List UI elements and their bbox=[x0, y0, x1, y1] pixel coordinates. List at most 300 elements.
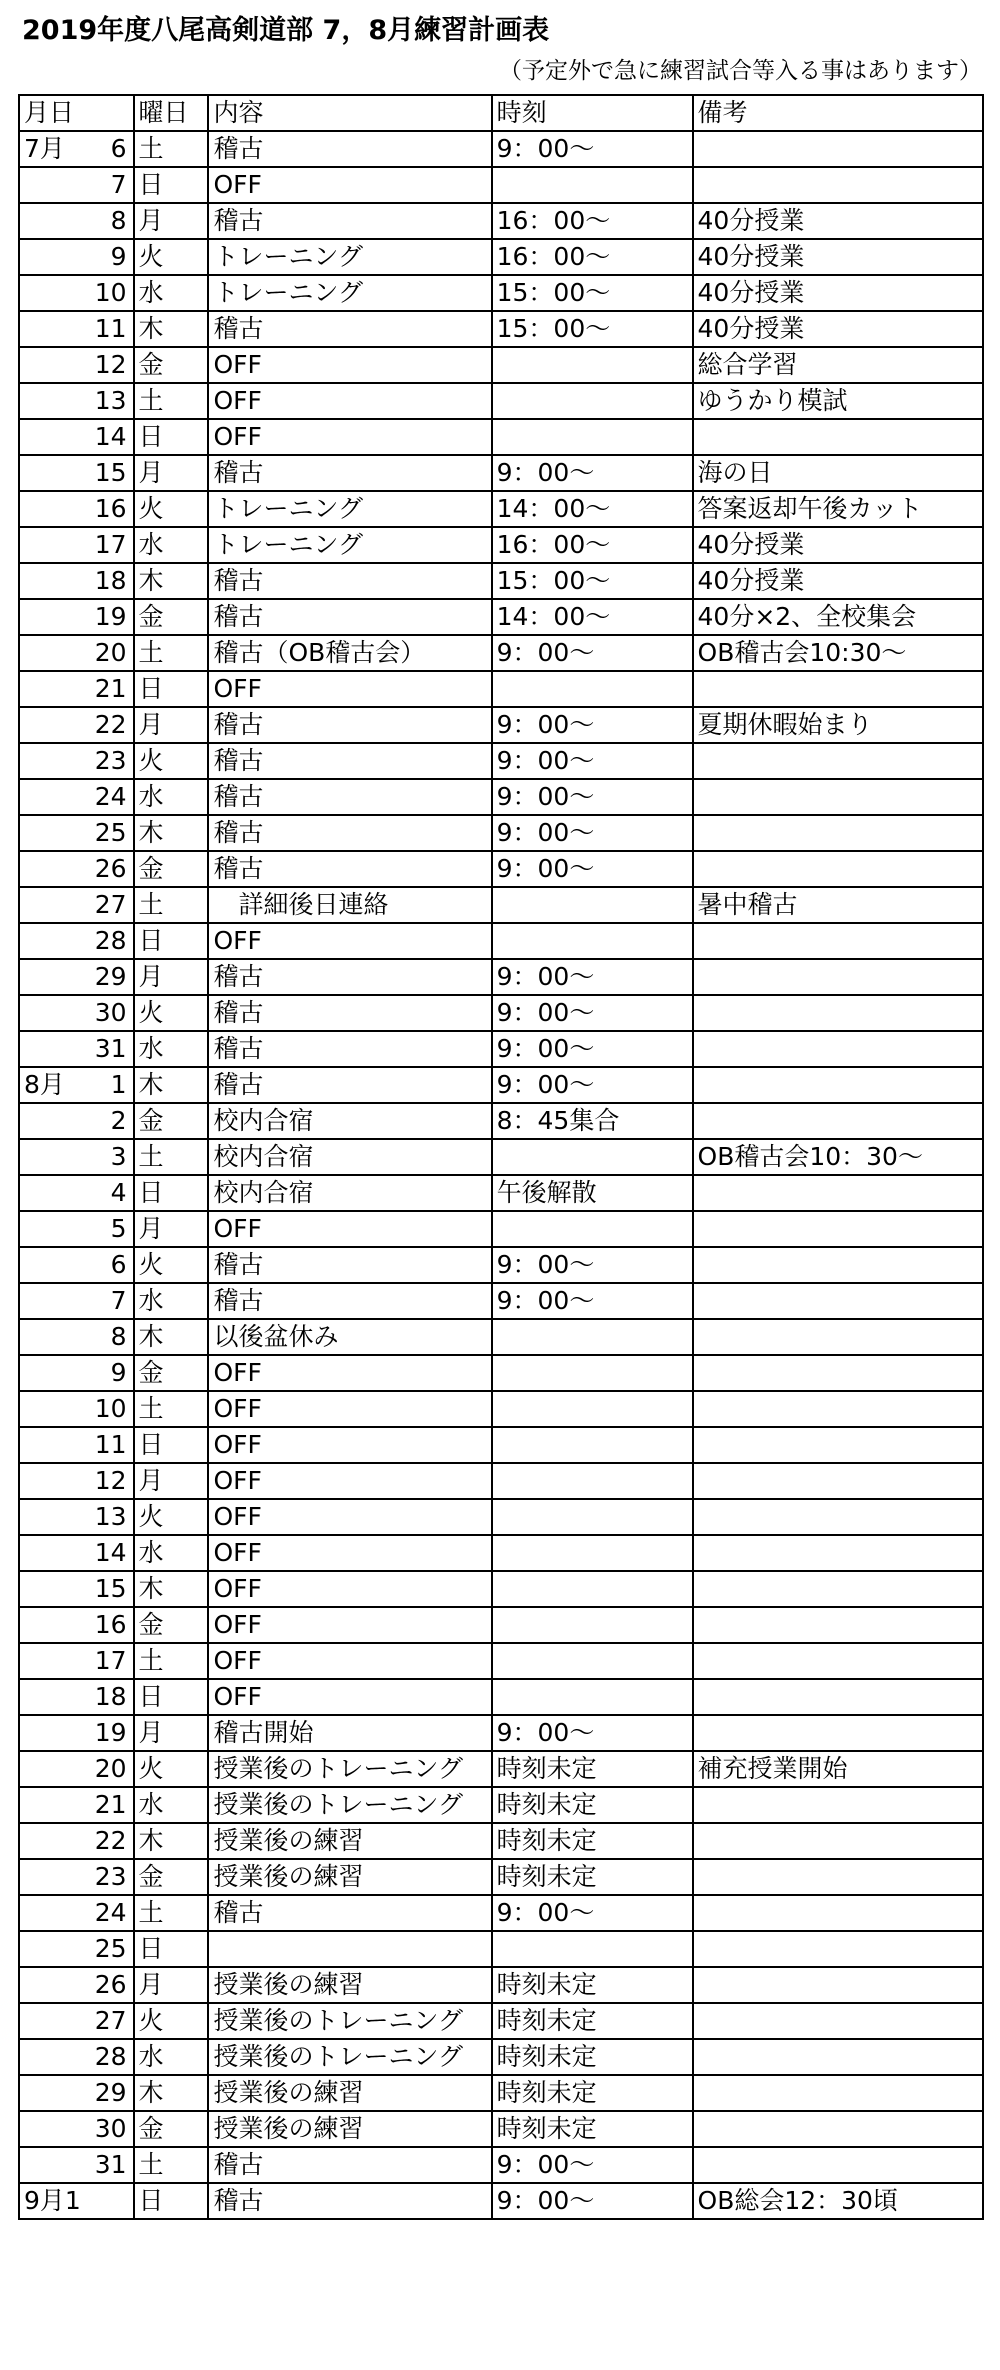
table-row bbox=[19, 239, 983, 275]
day-number: 8 bbox=[110, 206, 127, 235]
cell-note bbox=[693, 1211, 983, 1247]
cell-time: 16：00～ bbox=[492, 203, 693, 239]
table-row bbox=[19, 1895, 983, 1931]
cell-weekday: 月 bbox=[134, 1211, 209, 1247]
cell-time bbox=[492, 1463, 693, 1499]
cell-content: OFF bbox=[208, 671, 491, 707]
cell-weekday: 金 bbox=[134, 1607, 209, 1643]
cell-content: 校内合宿 bbox=[208, 1103, 491, 1139]
cell-note bbox=[693, 1175, 983, 1211]
day-number: 10 bbox=[94, 278, 127, 307]
cell-note bbox=[693, 1823, 983, 1859]
cell-content: OFF bbox=[208, 1499, 491, 1535]
cell-date bbox=[19, 1391, 134, 1427]
cell-content: OFF bbox=[208, 167, 491, 203]
day-number: 6 bbox=[110, 134, 127, 163]
cell-time: 9：00～ bbox=[492, 1283, 693, 1319]
cell-time bbox=[492, 1211, 693, 1247]
day-number: 28 bbox=[94, 926, 127, 955]
day-number: 21 bbox=[94, 1790, 127, 1819]
day-number: 16 bbox=[94, 1610, 127, 1639]
cell-time: 9：00～ bbox=[492, 455, 693, 491]
table-row bbox=[19, 455, 983, 491]
table-row bbox=[19, 635, 983, 671]
table-row bbox=[19, 1463, 983, 1499]
cell-note bbox=[693, 1427, 983, 1463]
cell-content: 授業後の練習 bbox=[208, 2075, 491, 2111]
header-time: 時刻 bbox=[492, 95, 693, 131]
cell-note bbox=[693, 2147, 983, 2183]
table-row bbox=[19, 1391, 983, 1427]
cell-note bbox=[693, 1679, 983, 1715]
table-row bbox=[19, 743, 983, 779]
cell-time: 午後解散 bbox=[492, 1175, 693, 1211]
day-number: 9 bbox=[110, 1358, 127, 1387]
cell-content: OFF bbox=[208, 1679, 491, 1715]
day-number: 17 bbox=[94, 1646, 127, 1675]
cell-note: 夏期休暇始まり bbox=[693, 707, 983, 743]
cell-weekday: 土 bbox=[134, 1895, 209, 1931]
cell-note: OB稽古会10：30～ bbox=[693, 1139, 983, 1175]
cell-date bbox=[19, 1427, 134, 1463]
table-row bbox=[19, 1535, 983, 1571]
cell-weekday: 火 bbox=[134, 239, 209, 275]
cell-note bbox=[693, 2075, 983, 2111]
cell-weekday: 月 bbox=[134, 1463, 209, 1499]
table-row bbox=[19, 1643, 983, 1679]
cell-date bbox=[19, 527, 134, 563]
cell-content: 稽古 bbox=[208, 131, 491, 167]
cell-note bbox=[693, 131, 983, 167]
cell-date bbox=[19, 1103, 134, 1139]
cell-time bbox=[492, 1571, 693, 1607]
day-number: 16 bbox=[94, 494, 127, 523]
cell-date bbox=[19, 275, 134, 311]
table-row bbox=[19, 311, 983, 347]
cell-note: 40分授業 bbox=[693, 239, 983, 275]
cell-content: 授業後のトレーニング bbox=[208, 2039, 491, 2075]
day-number: 30 bbox=[94, 2114, 127, 2143]
cell-weekday: 火 bbox=[134, 1247, 209, 1283]
cell-weekday: 金 bbox=[134, 851, 209, 887]
month-label: 8月 bbox=[24, 1070, 65, 1099]
cell-weekday: 月 bbox=[134, 1715, 209, 1751]
cell-weekday: 木 bbox=[134, 815, 209, 851]
cell-weekday: 水 bbox=[134, 1031, 209, 1067]
cell-date bbox=[19, 167, 134, 203]
cell-note bbox=[693, 1931, 983, 1967]
cell-content: OFF bbox=[208, 1391, 491, 1427]
cell-note bbox=[693, 1895, 983, 1931]
table-row bbox=[19, 1247, 983, 1283]
cell-content: OFF bbox=[208, 1571, 491, 1607]
cell-content: 授業後の練習 bbox=[208, 1859, 491, 1895]
cell-content: OFF bbox=[208, 1535, 491, 1571]
cell-weekday: 水 bbox=[134, 1787, 209, 1823]
page-title: 2019年度八尾高剣道部 7，8月練習計画表 bbox=[22, 15, 550, 46]
cell-note bbox=[693, 671, 983, 707]
cell-date bbox=[19, 1931, 134, 1967]
cell-weekday: 日 bbox=[134, 671, 209, 707]
day-number: 8 bbox=[110, 1322, 127, 1351]
day-number: 11 bbox=[94, 314, 127, 343]
cell-content: 授業後のトレーニング bbox=[208, 1787, 491, 1823]
cell-time: 9：00～ bbox=[492, 743, 693, 779]
cell-date bbox=[19, 2183, 134, 2219]
cell-date bbox=[19, 1679, 134, 1715]
cell-date bbox=[19, 1031, 134, 1067]
cell-note bbox=[693, 959, 983, 995]
cell-time: 9：00～ bbox=[492, 707, 693, 743]
table-row bbox=[19, 419, 983, 455]
cell-time bbox=[492, 1535, 693, 1571]
day-number: 22 bbox=[94, 1826, 127, 1855]
cell-weekday: 月 bbox=[134, 203, 209, 239]
cell-date bbox=[19, 923, 134, 959]
day-number: 7 bbox=[110, 1286, 127, 1315]
day-number: 6 bbox=[110, 1250, 127, 1279]
cell-time bbox=[492, 419, 693, 455]
table-row bbox=[19, 167, 983, 203]
cell-content: 稽古 bbox=[208, 743, 491, 779]
cell-content: 稽古 bbox=[208, 1247, 491, 1283]
day-number: 24 bbox=[94, 1898, 127, 1927]
cell-time: 時刻未定 bbox=[492, 2075, 693, 2111]
cell-weekday: 土 bbox=[134, 1643, 209, 1679]
cell-weekday: 木 bbox=[134, 1067, 209, 1103]
cell-content: 稽古（OB稽古会） bbox=[208, 635, 491, 671]
cell-time bbox=[492, 887, 693, 923]
table-row bbox=[19, 1859, 983, 1895]
table-row bbox=[19, 1931, 983, 1967]
cell-date bbox=[19, 1463, 134, 1499]
cell-content: 稽古 bbox=[208, 995, 491, 1031]
day-number: 17 bbox=[94, 530, 127, 559]
cell-note bbox=[693, 1319, 983, 1355]
table-row bbox=[19, 203, 983, 239]
cell-weekday: 水 bbox=[134, 1283, 209, 1319]
day-number: 26 bbox=[94, 1970, 127, 1999]
cell-date bbox=[19, 455, 134, 491]
cell-content: 稽古 bbox=[208, 815, 491, 851]
cell-note bbox=[693, 995, 983, 1031]
cell-date bbox=[19, 851, 134, 887]
cell-content: 詳細後日連絡 bbox=[208, 887, 491, 923]
cell-content: 授業後の練習 bbox=[208, 1967, 491, 2003]
table-row bbox=[19, 1499, 983, 1535]
cell-date bbox=[19, 1283, 134, 1319]
day-number: 18 bbox=[94, 566, 127, 595]
table-row bbox=[19, 2075, 983, 2111]
cell-content: 稽古 bbox=[208, 851, 491, 887]
cell-weekday: 木 bbox=[134, 1319, 209, 1355]
cell-note bbox=[693, 1283, 983, 1319]
cell-time: 時刻未定 bbox=[492, 1967, 693, 2003]
day-number: 22 bbox=[94, 710, 127, 739]
cell-date bbox=[19, 311, 134, 347]
cell-time: 時刻未定 bbox=[492, 2111, 693, 2147]
cell-weekday: 木 bbox=[134, 311, 209, 347]
cell-weekday: 日 bbox=[134, 419, 209, 455]
cell-date bbox=[19, 491, 134, 527]
cell-weekday: 水 bbox=[134, 2039, 209, 2075]
cell-date bbox=[19, 1499, 134, 1535]
cell-time: 時刻未定 bbox=[492, 2039, 693, 2075]
day-number: 28 bbox=[94, 2042, 127, 2071]
day-number: 11 bbox=[94, 1430, 127, 1459]
cell-date bbox=[19, 131, 134, 167]
cell-time bbox=[492, 1931, 693, 1967]
cell-content: OFF bbox=[208, 1643, 491, 1679]
month-label: 9月1 bbox=[24, 2186, 81, 2215]
cell-note bbox=[693, 1535, 983, 1571]
day-number: 24 bbox=[94, 782, 127, 811]
cell-note: 暑中稽古 bbox=[693, 887, 983, 923]
cell-date bbox=[19, 1607, 134, 1643]
cell-content: 稽古 bbox=[208, 779, 491, 815]
table-row bbox=[19, 1427, 983, 1463]
practice-schedule-table bbox=[18, 94, 984, 2220]
cell-weekday: 木 bbox=[134, 1823, 209, 1859]
day-number: 19 bbox=[94, 1718, 127, 1747]
cell-date bbox=[19, 599, 134, 635]
cell-note bbox=[693, 1643, 983, 1679]
day-number: 3 bbox=[110, 1142, 127, 1171]
cell-time: 9：00～ bbox=[492, 635, 693, 671]
cell-time: 9：00～ bbox=[492, 959, 693, 995]
cell-weekday: 火 bbox=[134, 1499, 209, 1535]
cell-content: 稽古 bbox=[208, 1895, 491, 1931]
day-number: 4 bbox=[110, 1178, 127, 1207]
day-number: 30 bbox=[94, 998, 127, 1027]
cell-time: 8：45集合 bbox=[492, 1103, 693, 1139]
cell-date bbox=[19, 1211, 134, 1247]
cell-date bbox=[19, 563, 134, 599]
cell-note bbox=[693, 743, 983, 779]
cell-content: OFF bbox=[208, 347, 491, 383]
day-number: 9 bbox=[110, 242, 127, 271]
cell-note bbox=[693, 851, 983, 887]
table-row bbox=[19, 347, 983, 383]
cell-date bbox=[19, 203, 134, 239]
cell-time bbox=[492, 1643, 693, 1679]
day-number: 29 bbox=[94, 2078, 127, 2107]
cell-date bbox=[19, 1355, 134, 1391]
cell-weekday: 金 bbox=[134, 1859, 209, 1895]
header-date: 月日 bbox=[19, 95, 134, 131]
cell-date bbox=[19, 1571, 134, 1607]
cell-note bbox=[693, 1031, 983, 1067]
table-row bbox=[19, 1823, 983, 1859]
cell-content: 授業後のトレーニング bbox=[208, 1751, 491, 1787]
day-number: 2 bbox=[110, 1106, 127, 1135]
cell-time bbox=[492, 383, 693, 419]
cell-weekday: 日 bbox=[134, 2183, 209, 2219]
cell-note bbox=[693, 1499, 983, 1535]
cell-time: 9：00～ bbox=[492, 131, 693, 167]
cell-content: OFF bbox=[208, 383, 491, 419]
cell-date bbox=[19, 1751, 134, 1787]
day-number: 5 bbox=[110, 1214, 127, 1243]
cell-date bbox=[19, 2075, 134, 2111]
cell-note bbox=[693, 1715, 983, 1751]
header-note: 備考 bbox=[693, 95, 983, 131]
cell-note bbox=[693, 1607, 983, 1643]
cell-time: 15：00～ bbox=[492, 311, 693, 347]
cell-content: 以後盆休み bbox=[208, 1319, 491, 1355]
table-row bbox=[19, 851, 983, 887]
cell-weekday: 土 bbox=[134, 383, 209, 419]
day-number: 15 bbox=[94, 1574, 127, 1603]
cell-time bbox=[492, 167, 693, 203]
cell-time: 9：00～ bbox=[492, 1067, 693, 1103]
cell-note: 40分授業 bbox=[693, 275, 983, 311]
cell-content: OFF bbox=[208, 1355, 491, 1391]
day-number: 13 bbox=[94, 1502, 127, 1531]
cell-note: 40分授業 bbox=[693, 563, 983, 599]
cell-content: トレーニング bbox=[208, 491, 491, 527]
day-number: 25 bbox=[94, 1934, 127, 1963]
cell-weekday: 土 bbox=[134, 2147, 209, 2183]
cell-weekday: 月 bbox=[134, 959, 209, 995]
cell-content: 稽古 bbox=[208, 707, 491, 743]
table-row bbox=[19, 2111, 983, 2147]
cell-weekday: 日 bbox=[134, 923, 209, 959]
cell-weekday: 月 bbox=[134, 455, 209, 491]
cell-note bbox=[693, 419, 983, 455]
day-number: 20 bbox=[94, 1754, 127, 1783]
table-row bbox=[19, 1967, 983, 2003]
cell-date bbox=[19, 2039, 134, 2075]
day-number: 27 bbox=[94, 890, 127, 919]
cell-content: 稽古 bbox=[208, 599, 491, 635]
cell-time: 16：00～ bbox=[492, 239, 693, 275]
cell-weekday: 土 bbox=[134, 1391, 209, 1427]
cell-time: 15：00～ bbox=[492, 563, 693, 599]
cell-note: 40分授業 bbox=[693, 311, 983, 347]
cell-note bbox=[693, 1247, 983, 1283]
cell-weekday: 日 bbox=[134, 1931, 209, 1967]
table-row bbox=[19, 815, 983, 851]
day-number: 29 bbox=[94, 962, 127, 991]
cell-time: 9：00～ bbox=[492, 851, 693, 887]
cell-weekday: 金 bbox=[134, 1355, 209, 1391]
cell-weekday: 金 bbox=[134, 347, 209, 383]
cell-time: 9：00～ bbox=[492, 2147, 693, 2183]
day-number: 27 bbox=[94, 2006, 127, 2035]
cell-weekday: 水 bbox=[134, 1535, 209, 1571]
cell-weekday: 土 bbox=[134, 635, 209, 671]
cell-note: 補充授業開始 bbox=[693, 1751, 983, 1787]
cell-content: 校内合宿 bbox=[208, 1139, 491, 1175]
table-row bbox=[19, 1103, 983, 1139]
table-row bbox=[19, 491, 983, 527]
cell-time bbox=[492, 923, 693, 959]
table-row bbox=[19, 275, 983, 311]
table-row bbox=[19, 1715, 983, 1751]
cell-note: 40分×2、全校集会 bbox=[693, 599, 983, 635]
cell-date bbox=[19, 1247, 134, 1283]
table-row bbox=[19, 1175, 983, 1211]
cell-time: 時刻未定 bbox=[492, 1859, 693, 1895]
cell-time: 時刻未定 bbox=[492, 1823, 693, 1859]
cell-time: 9：00～ bbox=[492, 2183, 693, 2219]
cell-weekday: 木 bbox=[134, 2075, 209, 2111]
cell-weekday: 木 bbox=[134, 1571, 209, 1607]
table-row bbox=[19, 959, 983, 995]
table-row bbox=[19, 2183, 983, 2219]
cell-date bbox=[19, 1823, 134, 1859]
cell-note bbox=[693, 1355, 983, 1391]
cell-time: 時刻未定 bbox=[492, 2003, 693, 2039]
cell-note: 総合学習 bbox=[693, 347, 983, 383]
day-number: 18 bbox=[94, 1682, 127, 1711]
cell-date bbox=[19, 2003, 134, 2039]
cell-content: 校内合宿 bbox=[208, 1175, 491, 1211]
cell-date bbox=[19, 1787, 134, 1823]
cell-time bbox=[492, 1355, 693, 1391]
table-row bbox=[19, 671, 983, 707]
cell-note bbox=[693, 1859, 983, 1895]
cell-time: 時刻未定 bbox=[492, 1787, 693, 1823]
table-row bbox=[19, 1679, 983, 1715]
cell-content: 稽古 bbox=[208, 2147, 491, 2183]
day-number: 10 bbox=[94, 1394, 127, 1423]
header-weekday: 曜日 bbox=[134, 95, 209, 131]
table-row bbox=[19, 1607, 983, 1643]
table-row bbox=[19, 1283, 983, 1319]
cell-date bbox=[19, 239, 134, 275]
cell-note: 40分授業 bbox=[693, 203, 983, 239]
table-row bbox=[19, 779, 983, 815]
cell-time bbox=[492, 1319, 693, 1355]
table-header-row bbox=[19, 95, 983, 131]
cell-time: 時刻未定 bbox=[492, 1751, 693, 1787]
cell-weekday: 火 bbox=[134, 1751, 209, 1787]
cell-note: 海の日 bbox=[693, 455, 983, 491]
table-row bbox=[19, 599, 983, 635]
cell-date bbox=[19, 743, 134, 779]
header-content: 内容 bbox=[208, 95, 491, 131]
table-row bbox=[19, 887, 983, 923]
cell-content: 稽古 bbox=[208, 311, 491, 347]
cell-time bbox=[492, 347, 693, 383]
cell-time: 9：00～ bbox=[492, 1247, 693, 1283]
cell-weekday: 日 bbox=[134, 1427, 209, 1463]
cell-time bbox=[492, 671, 693, 707]
cell-content: OFF bbox=[208, 1427, 491, 1463]
cell-note bbox=[693, 167, 983, 203]
cell-time: 9：00～ bbox=[492, 995, 693, 1031]
day-number: 1 bbox=[110, 1070, 127, 1099]
cell-note bbox=[693, 1787, 983, 1823]
cell-content: 稽古 bbox=[208, 563, 491, 599]
day-number: 23 bbox=[94, 746, 127, 775]
cell-date bbox=[19, 1535, 134, 1571]
cell-weekday: 土 bbox=[134, 1139, 209, 1175]
cell-weekday: 木 bbox=[134, 563, 209, 599]
cell-content: 稽古 bbox=[208, 959, 491, 995]
cell-weekday: 月 bbox=[134, 1967, 209, 2003]
day-number: 7 bbox=[110, 170, 127, 199]
cell-date bbox=[19, 707, 134, 743]
cell-date bbox=[19, 671, 134, 707]
cell-date bbox=[19, 419, 134, 455]
cell-date bbox=[19, 1859, 134, 1895]
day-number: 26 bbox=[94, 854, 127, 883]
cell-weekday: 金 bbox=[134, 1103, 209, 1139]
cell-date bbox=[19, 383, 134, 419]
